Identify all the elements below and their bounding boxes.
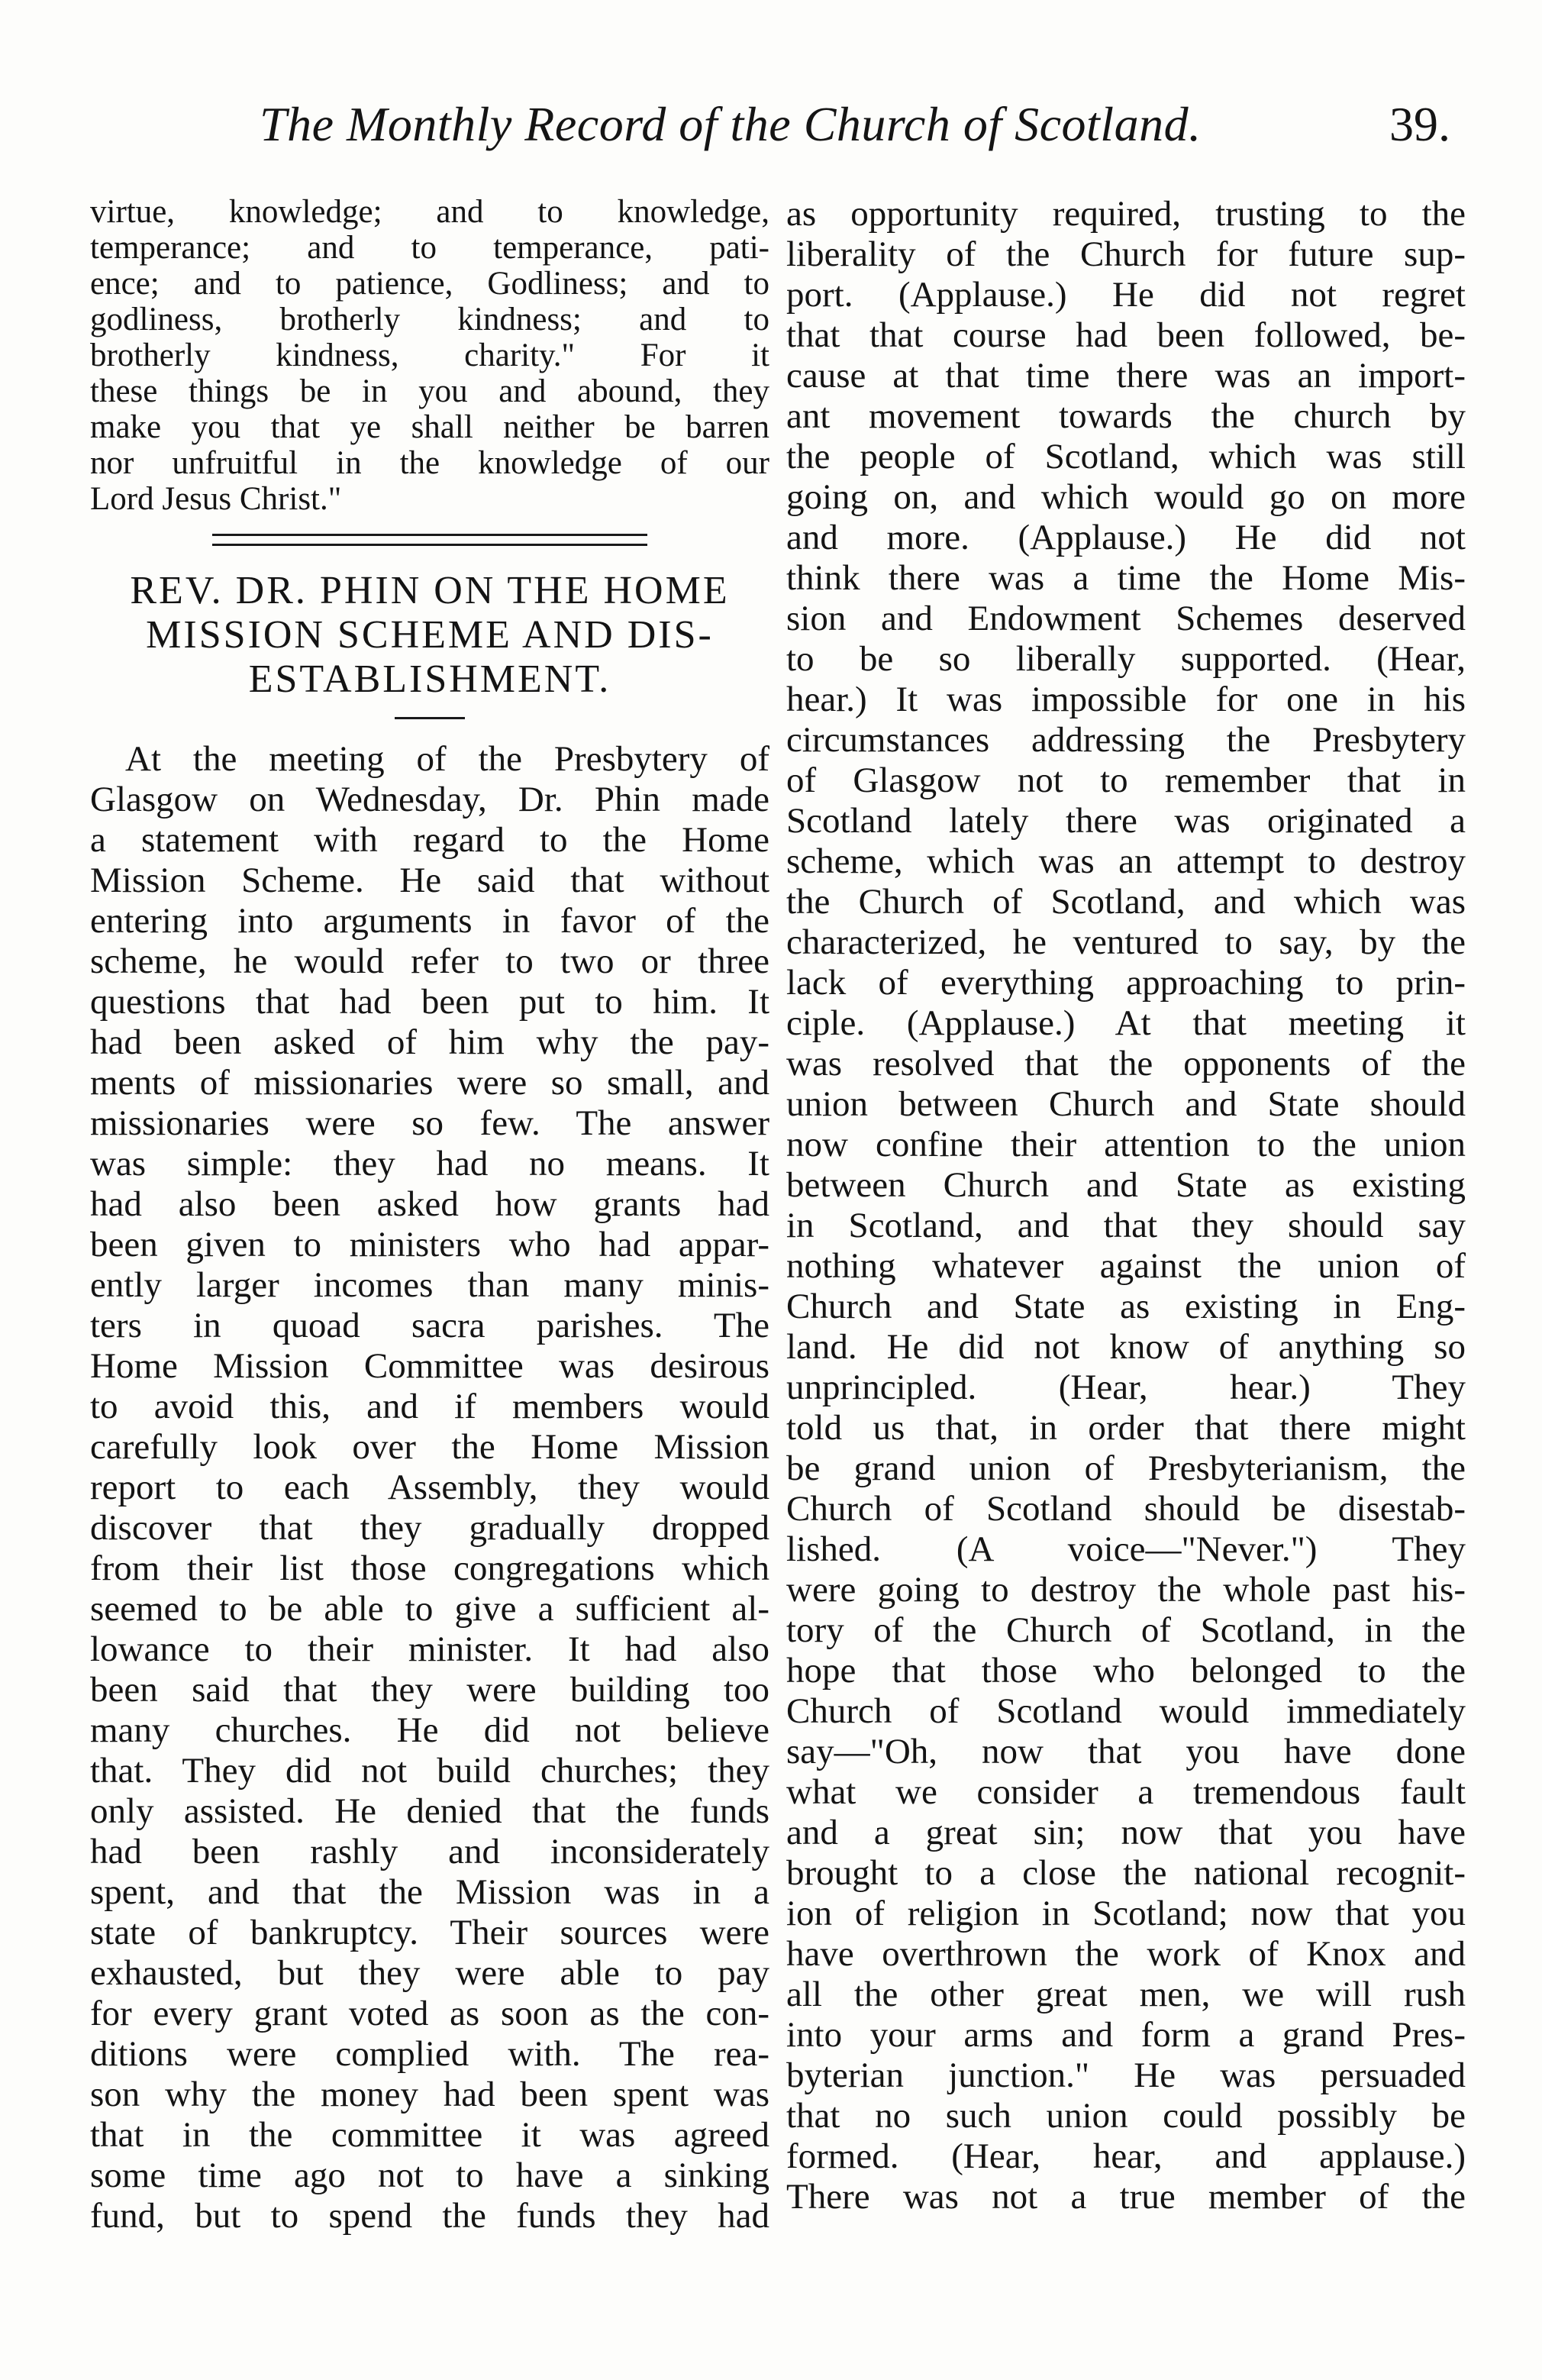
- text-line: ciple. (Applause.) At that meeting it: [786, 1003, 1466, 1043]
- text-line: as opportunity required, trusting to the: [786, 194, 1466, 234]
- text-line: lished. (A voice—"Never.") They: [786, 1529, 1466, 1569]
- text-line: that that course had been followed, be-: [786, 315, 1466, 355]
- text-line: what we consider a tremendous fault: [786, 1772, 1466, 1812]
- journal-title: The Monthly Record of the Church of Scotland.: [260, 97, 1202, 151]
- scripture-quote-continuation: [90, 194, 769, 517]
- text-line: told us that, in order that there might: [786, 1408, 1466, 1448]
- text-line: Lord Jesus Christ.": [90, 481, 342, 517]
- page-number: 39.: [1389, 97, 1450, 151]
- text-line: son why the money had been spent was: [90, 2075, 769, 2114]
- text-line: entering into arguments in favor of the: [90, 901, 769, 941]
- text-line: in Scotland, and that they should say: [786, 1206, 1466, 1245]
- heading-rule: [395, 717, 465, 719]
- right-column: [786, 194, 1466, 2217]
- text-line: lowance to their minister. It had also: [90, 1629, 769, 1669]
- article-heading: [90, 569, 769, 702]
- text-line: and more. (Applause.) He did not: [786, 518, 1466, 557]
- text-line: godliness, brotherly kindness; and to: [90, 302, 769, 337]
- text-line: questions that had been put to him. It: [90, 982, 769, 1022]
- text-line: be grand union of Presbyterianism, the: [786, 1448, 1466, 1488]
- text-line: was resolved that the opponents of the: [786, 1044, 1466, 1083]
- text-line: exhausted, but they were able to pay: [90, 1953, 769, 1993]
- text-line: liberality of the Church for future sup-: [786, 234, 1466, 274]
- running-header: [260, 96, 1450, 165]
- heading-line: REV. DR. PHIN ON THE HOME: [130, 569, 730, 612]
- text-line: Church of Scotland should be disestab-: [786, 1489, 1466, 1529]
- text-line: scheme, which was an attempt to destroy: [786, 841, 1466, 881]
- text-line: ditions were complied with. The rea-: [90, 2034, 769, 2074]
- text-line: ently larger incomes than many minis-: [90, 1265, 769, 1305]
- text-line: hear.) It was impossible for one in his: [786, 680, 1466, 719]
- text-line: tory of the Church of Scotland, in the: [786, 1610, 1466, 1650]
- text-line: hope that those who belonged to the: [786, 1651, 1466, 1691]
- text-line: port. (Applause.) He did not regret: [786, 275, 1466, 315]
- text-line: ion of religion in Scotland; now that you: [786, 1894, 1466, 1933]
- text-line: that no such union could possibly be: [786, 2096, 1466, 2136]
- text-line: ant movement towards the church by: [786, 396, 1466, 436]
- text-line: characterized, he ventured to say, by the: [786, 922, 1466, 962]
- text-line: union between Church and State should: [786, 1084, 1466, 1124]
- text-line: sion and Endowment Schemes deserved: [786, 599, 1466, 638]
- text-line: a statement with regard to the Home: [90, 820, 769, 860]
- text-line: some time ago not to have a sinking: [90, 2156, 769, 2195]
- heading-line: MISSION SCHEME AND DIS-: [146, 613, 714, 657]
- text-line: brotherly kindness, charity." For it: [90, 337, 769, 373]
- text-line: byterian junction." He was persuaded: [786, 2055, 1466, 2095]
- text-line: lack of everything approaching to prin-: [786, 963, 1466, 1003]
- text-line: from their list those congregations which: [90, 1548, 769, 1588]
- text-line: spent, and that the Mission was in a: [90, 1872, 769, 1912]
- text-line: think there was a time the Home Mis-: [786, 558, 1466, 598]
- text-line: Church of Scotland would immediately: [786, 1691, 1466, 1731]
- text-line: say—"Oh, now that you have done: [786, 1732, 1466, 1771]
- heading-line: ESTABLISHMENT.: [248, 657, 611, 701]
- text-line: Mission Scheme. He said that without: [90, 861, 769, 900]
- text-line: have overthrown the work of Knox and: [786, 1934, 1466, 1974]
- text-line: and a great sin; now that you have: [786, 1813, 1466, 1852]
- text-line: fund, but to spend the funds they had: [90, 2196, 769, 2236]
- text-line: land. He did not know of anything so: [786, 1327, 1466, 1367]
- section-divider: [212, 534, 647, 546]
- text-line: ments of missionaries were so small, and: [90, 1063, 769, 1103]
- text-line: unprincipled. (Hear, hear.) They: [786, 1368, 1466, 1407]
- text-line: formed. (Hear, hear, and applause.): [786, 2136, 1466, 2176]
- text-line: virtue, knowledge; and to knowledge,: [90, 194, 769, 230]
- text-line: carefully look over the Home Mission: [90, 1427, 769, 1467]
- text-line: many churches. He did not believe: [90, 1710, 769, 1750]
- text-line: for every grant voted as soon as the con-: [90, 1994, 769, 2033]
- text-line: had also been asked how grants had: [90, 1184, 769, 1224]
- text-line: seemed to be able to give a sufficient al-: [90, 1589, 769, 1629]
- text-line: that in the committee it was agreed: [90, 2115, 769, 2155]
- article-body-left: [90, 739, 769, 2236]
- text-line: Home Mission Committee was desirous: [90, 1346, 769, 1386]
- text-line: state of bankruptcy. Their sources were: [90, 1913, 769, 1952]
- text-line: of Glasgow not to remember that in: [786, 761, 1466, 800]
- text-line: Scotland lately there was originated a: [786, 801, 1466, 841]
- article-body-right: [786, 194, 1466, 2217]
- text-line: Glasgow on Wednesday, Dr. Phin made: [90, 780, 769, 819]
- text-line: report to each Assembly, they would: [90, 1468, 769, 1507]
- text-line: Church and State as existing in Eng-: [786, 1287, 1466, 1326]
- text-line: cause at that time there was an import-: [786, 356, 1466, 396]
- left-column: [90, 194, 769, 2236]
- text-line: between Church and State as existing: [786, 1165, 1466, 1205]
- text-line: make you that ye shall neither be barren: [90, 409, 769, 445]
- text-line: discover that they gradually dropped: [90, 1508, 769, 1548]
- text-line: temperance; and to temperance, pati-: [90, 230, 769, 266]
- text-line: had been rashly and inconsiderately: [90, 1832, 769, 1871]
- text-line: that. They did not build churches; they: [90, 1751, 769, 1791]
- text-line: been said that they were building too: [90, 1670, 769, 1710]
- text-line: ters in quoad sacra parishes. The: [90, 1306, 769, 1345]
- text-line: to avoid this, and if members would: [90, 1387, 769, 1426]
- text-line: been given to ministers who had appar-: [90, 1225, 769, 1264]
- text-line: There was not a true member of the: [786, 2177, 1466, 2217]
- text-line: brought to a close the national recognit-: [786, 1853, 1466, 1893]
- text-line: nothing whatever against the union of: [786, 1246, 1466, 1286]
- text-line: to be so liberally supported. (Hear,: [786, 639, 1466, 679]
- text-line: were going to destroy the whole past his-: [786, 1570, 1466, 1610]
- text-line: scheme, he would refer to two or three: [90, 941, 769, 981]
- text-line: was simple: they had no means. It: [90, 1144, 769, 1184]
- text-line: At the meeting of the Presbytery of: [125, 739, 769, 779]
- text-line: all the other great men, we will rush: [786, 1975, 1466, 2014]
- text-line: circumstances addressing the Presbytery: [786, 720, 1466, 760]
- text-line: missionaries were so few. The answer: [90, 1103, 769, 1143]
- text-line: into your arms and form a grand Pres-: [786, 2015, 1466, 2055]
- text-line: the Church of Scotland, and which was: [786, 882, 1466, 922]
- text-line: these things be in you and abound, they: [90, 373, 769, 409]
- text-line: ence; and to patience, Godliness; and to: [90, 266, 769, 302]
- text-line: only assisted. He denied that the funds: [90, 1791, 769, 1831]
- text-line: now confine their attention to the union: [786, 1125, 1466, 1164]
- text-line: had been asked of him why the pay-: [90, 1022, 769, 1062]
- text-line: nor unfruitful in the knowledge of our: [90, 445, 769, 481]
- text-line: going on, and which would go on more: [786, 477, 1466, 517]
- text-line: the people of Scotland, which was still: [786, 437, 1466, 476]
